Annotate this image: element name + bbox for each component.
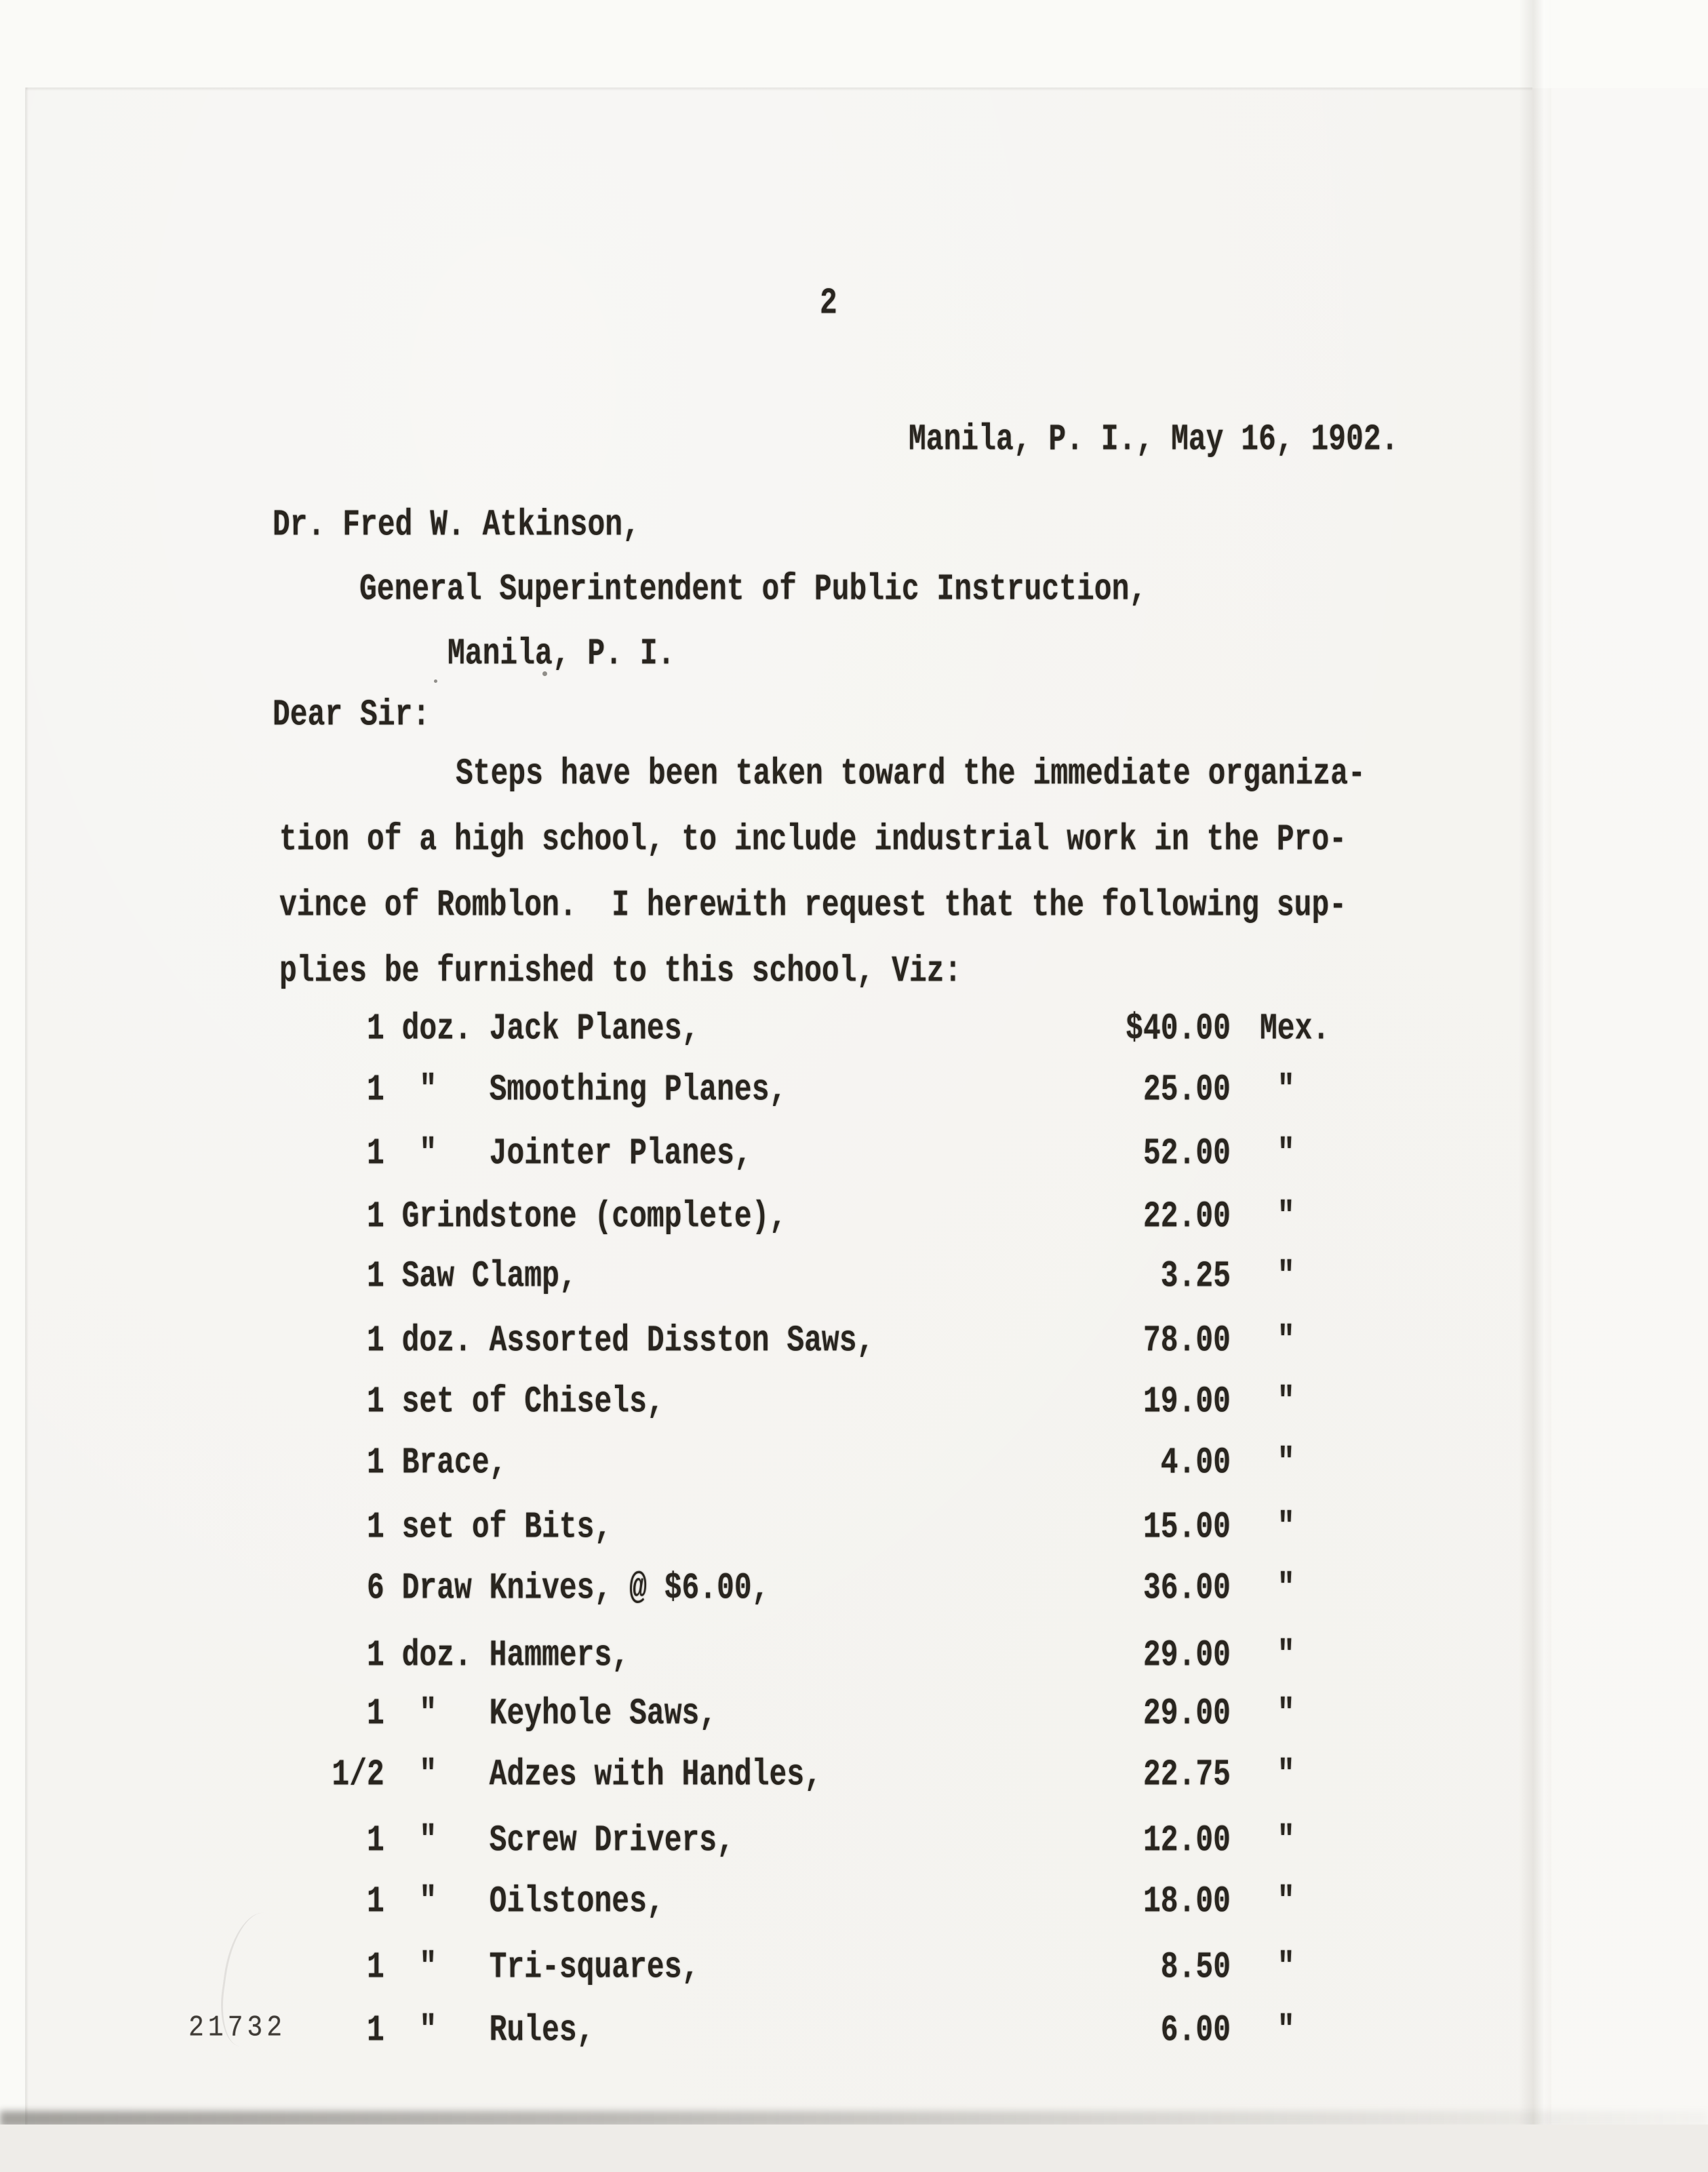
item-label: 1 set of Chisels, (279, 1380, 664, 1423)
paper-left-edge-shadow (25, 87, 28, 2172)
recipient-title: General Superintendent of Public Instruction, (359, 568, 1147, 611)
item-price: 22.00 (1143, 1195, 1231, 1238)
item-price: 29.00 (1143, 1634, 1231, 1677)
item-unit: " (1260, 1441, 1295, 1484)
item-label: 1 doz. Assorted Disston Saws, (279, 1319, 875, 1362)
item-label: 1 " Rules, (279, 2009, 595, 2052)
item-unit: " (1260, 1753, 1295, 1796)
item-label: 1/2 " Adzes with Handles, (279, 1753, 822, 1796)
salutation: Dear Sir: (273, 693, 431, 736)
paper-fold-crease (1519, 0, 1551, 2172)
item-unit: " (1260, 2009, 1295, 2052)
page-number: 2 (820, 281, 837, 325)
item-label: 1 doz. Hammers, (279, 1634, 630, 1677)
item-price: 36.00 (1143, 1566, 1231, 1610)
recipient-name: Dr. Fred W. Atkinson, (273, 503, 640, 547)
item-price: 18.00 (1143, 1880, 1231, 1923)
body-line: Steps have been taken toward the immediate organiza- (456, 752, 1366, 795)
paper-right-lighter-area (1551, 0, 1708, 2172)
paper-left-edge (0, 0, 26, 2172)
item-label: 1 " Screw Drivers, (279, 1819, 734, 1862)
recipient-location: Manila, P. I. (448, 632, 675, 675)
item-price: 25.00 (1143, 1068, 1231, 1111)
item-price: $40.00 (1126, 1007, 1231, 1050)
item-unit: " (1260, 1692, 1295, 1735)
item-label: 1 doz. Jack Planes, (279, 1007, 700, 1050)
item-unit: " (1260, 1880, 1295, 1923)
body-line: tion of a high school, to include industrial work in the Pro- (279, 818, 1347, 861)
paper-top-edge-shadow (26, 87, 1532, 91)
item-unit: " (1260, 1380, 1295, 1423)
item-price: 22.75 (1143, 1753, 1231, 1796)
item-price: 8.50 (1160, 1946, 1231, 1989)
item-price: 4.00 (1160, 1441, 1231, 1484)
item-unit: " (1260, 1255, 1295, 1298)
item-unit: Mex. (1260, 1007, 1330, 1050)
item-price: 3.25 (1160, 1255, 1231, 1298)
item-unit: " (1260, 1566, 1295, 1610)
item-label: 1 " Keyhole Saws, (279, 1692, 717, 1735)
item-label: 1 Grindstone (complete), (279, 1195, 787, 1238)
item-price: 29.00 (1143, 1692, 1231, 1735)
item-price: 19.00 (1143, 1380, 1231, 1423)
item-unit: " (1260, 1319, 1295, 1362)
item-unit: " (1260, 1068, 1295, 1111)
item-label: 1 " Jointer Planes, (279, 1132, 752, 1175)
item-unit: " (1260, 1505, 1295, 1549)
date-line: Manila, P. I., May 16, 1902. (909, 418, 1399, 461)
paper-top-edge (0, 0, 1708, 88)
item-label: 1 set of Bits, (279, 1505, 612, 1549)
ink-speck (434, 679, 437, 683)
item-label: 6 Draw Knives, @ $6.00, (279, 1566, 770, 1610)
item-price: 6.00 (1160, 2009, 1231, 2052)
item-label: 1 Brace, (279, 1441, 507, 1484)
item-price: 15.00 (1143, 1505, 1231, 1549)
bottom-paper-strip (0, 2125, 1708, 2172)
item-price: 52.00 (1143, 1132, 1231, 1175)
margin-number-stamp: 21732 (188, 2011, 287, 2045)
item-unit: " (1260, 1195, 1295, 1238)
item-label: 1 " Tri-squares, (279, 1946, 700, 1989)
item-unit: " (1260, 1946, 1295, 1989)
item-price: 12.00 (1143, 1819, 1231, 1862)
item-unit: " (1260, 1634, 1295, 1677)
item-label: 1 " Smoothing Planes, (279, 1068, 787, 1111)
body-line: vince of Romblon. I herewith request that the following sup- (279, 884, 1347, 927)
body-line: plies be furnished to this school, Viz: (279, 949, 962, 993)
item-label: 1 " Oilstones, (279, 1880, 664, 1923)
item-unit: " (1260, 1132, 1295, 1175)
item-unit: " (1260, 1819, 1295, 1862)
item-price: 78.00 (1143, 1319, 1231, 1362)
item-label: 1 Saw Clamp, (279, 1255, 577, 1298)
